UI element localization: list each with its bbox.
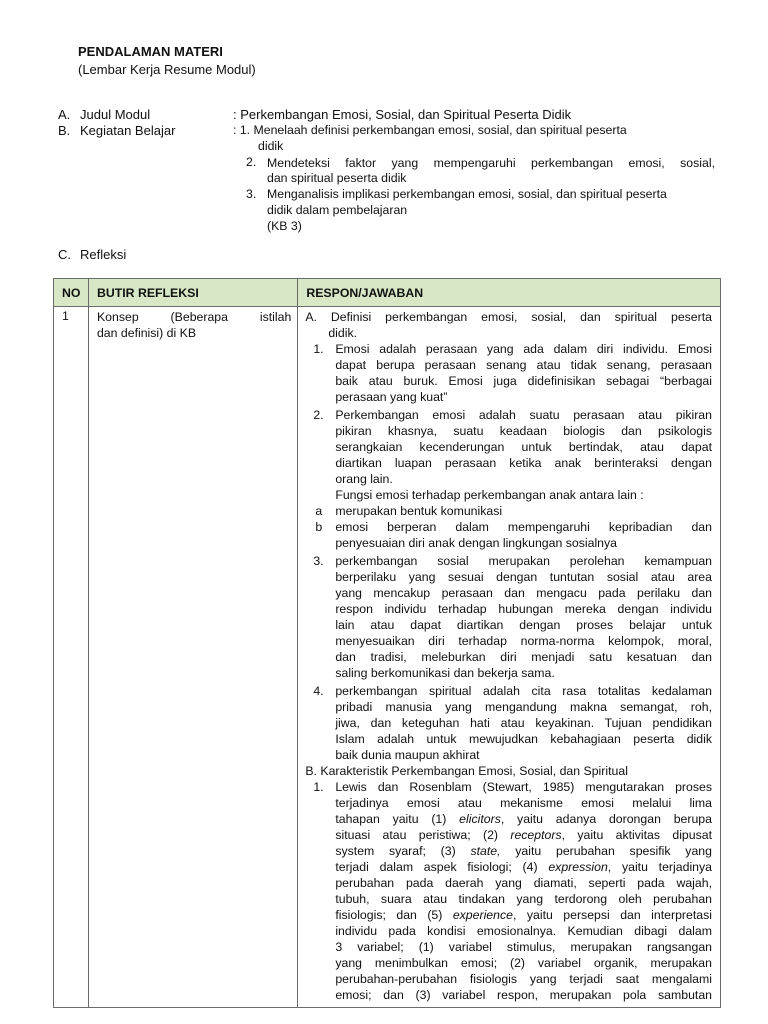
kb-item-3-cont: didik dalam pembelajaran — [267, 203, 408, 217]
emotion-function-heading: Fungsi emosi terhadap perkembangan anak antara lain : — [335, 488, 644, 502]
char-1-line-1: Lewis dan Rosenblam (Stewart, 1985) mengutarakan proses — [335, 780, 712, 794]
kb-item-2-cont: dan spiritual peserta didik — [267, 171, 407, 185]
header-respon: RESPON/JAWABAN — [298, 279, 721, 307]
term-experience: experience — [452, 908, 513, 922]
item-a-value: : Perkembangan Emosi, Sosial, dan Spiritual Peserta Didik — [233, 107, 572, 122]
def-4-line-4: Islam adalah untuk mewujudkan kebahagiaan peserta didik — [335, 732, 712, 746]
char-1-line-7: perubahan pada daerah yang diamati, seperti pada wajah, — [335, 876, 712, 890]
def-2-line-5: orang lain. — [335, 472, 393, 486]
char-1-line-4: situasi atau peristiwa; (2) receptors, yaitu aktivitas dipusat — [335, 828, 713, 842]
list-marker-3: 3. — [313, 554, 324, 568]
term-expression: expression — [548, 860, 608, 874]
reflection-table — [53, 278, 721, 1008]
item-b-label: Kegiatan Belajar — [80, 123, 176, 138]
char-1-line-10: individu pada kondisi emosionalnya. Kemudian dibagi dalam — [335, 924, 712, 938]
list-marker-2: 2. — [313, 408, 324, 422]
def-3-line-2: berperilaku yang sesuai dengan tuntutan sosial atau area — [335, 570, 712, 584]
list-marker-a: a — [315, 504, 323, 518]
def-3-line-3: yang mencakup perasaan dan mengacu pada perilaku dan — [335, 586, 712, 600]
def-1-line-1: Emosi adalah perasaan yang ada dalam diri individu. Emosi — [335, 342, 712, 356]
section-a-heading-cont: didik. — [328, 326, 358, 340]
char-1-line-5: system syaraf; (3) state, yaitu perubahan spesifik yang — [335, 844, 712, 858]
item-c-letter: C. — [58, 247, 71, 262]
def-2-line-2: pikiran khasnya, suatu keadaan biologis dan psikologis — [335, 424, 712, 438]
def-1-line-4: perasaan yang kuat” — [335, 390, 448, 404]
term-elicitors: elicitors — [459, 812, 501, 826]
item-b-letter: B. — [58, 123, 71, 138]
char-1-line-11: 3 variabel; (1) variabel stimulus, merupakan rangsangan — [335, 940, 712, 954]
section-a-heading: A. Definisi perkembangan emosi, sosial, dan spiritual peserta — [305, 310, 712, 324]
function-a: merupakan bentuk komunikasi — [335, 504, 503, 518]
char-1-line-6: terjadi dalam aspek fisiologi; (4) expression, yaitu terjadinya — [335, 860, 713, 874]
def-4-line-5: baik dunia maupun akhirat — [335, 748, 480, 762]
def-1-line-3: baik atau buruk. Emosi juga didefinisikan sebagai “berbagai — [335, 374, 712, 388]
kb-item-1: : 1. Menelaah definisi perkembangan emosi, sosial, dan spiritual peserta — [233, 123, 627, 137]
item-c-label: Refleksi — [80, 247, 127, 262]
char-1-line-2: terjadinya emosi atau mekanisme emosi melalui lima — [335, 796, 712, 810]
table-row — [54, 307, 721, 1008]
def-3-line-1: perkembangan sosial merupakan perolehan kemampuan — [335, 554, 712, 568]
row-number: 1 — [62, 309, 69, 323]
term-state: state, — [470, 844, 501, 858]
def-1-line-2: dapat berupa perasaan senang atau tidak senang, perasaan — [335, 358, 712, 372]
cell-butir — [88, 307, 297, 1008]
item-a-letter: A. — [58, 107, 71, 122]
kb-item-2-number: 2. — [246, 155, 257, 169]
def-2-line-1: Perkembangan emosi adalah suatu perasaan atau pikiran — [335, 408, 712, 422]
header-no: NO — [54, 279, 89, 307]
kb-item-3-number: 3. — [246, 187, 257, 201]
page-subtitle: (Lembar Kerja Resume Modul) — [78, 62, 256, 77]
table-header-row — [54, 279, 721, 307]
def-3-line-5: lain atau dapat diartikan dengan proses belajar untuk — [335, 618, 712, 632]
def-4-line-3: jiwa, dan keteguhan hati atau keyakinan. Tujuan pendidikan — [335, 716, 712, 730]
def-3-line-6: menyesuaikan diri terhadap norma-norma kelompok, moral, — [335, 634, 712, 648]
char-1-line-8: tubuh, suara atau tindakan yang terdorong oleh perubahan — [335, 892, 712, 906]
def-3-line-4: respon individu terhadap hubungan mereka dengan individu — [335, 602, 712, 616]
def-3-line-8: saling berkomunikasi dan bekerja sama. — [335, 666, 555, 680]
def-4-line-1: perkembangan spiritual adalah cita rasa totalitas kedalaman — [335, 684, 712, 698]
kb-label: (KB 3) — [267, 219, 302, 233]
butir-line-1: Konsep (Beberapa istilah — [96, 310, 292, 324]
function-b-line-1: emosi berperan dalam mempengaruhi kepribadian dan — [335, 520, 712, 534]
kb-item-2: Mendeteksi faktor yang mempengaruhi perkembangan emosi, sosial, — [267, 156, 715, 170]
list-marker-1: 1. — [313, 342, 324, 356]
char-1-line-9: fisiologis; dan (5) experience, yaitu persepsi dan interpretasi — [335, 908, 713, 922]
function-b-line-2: penyesuaian diri anak dengan lingkungan sosialnya — [335, 536, 617, 550]
def-2-line-4: diartikan luapan perasaan ketika anak berinteraksi dengan — [335, 456, 712, 470]
list-marker-b1: 1. — [313, 780, 324, 794]
list-marker-4: 4. — [313, 684, 324, 698]
def-2-line-3: serangkaian kecenderungan untuk bertindak, atau dapat — [335, 440, 712, 454]
char-1-line-3: tahapan yaitu (1) elicitors, yaitu adanya dorongan berupa — [335, 812, 712, 826]
item-a-label: Judul Modul — [80, 107, 151, 122]
def-4-line-2: pribadi manusia yang mengandung makna semangat, roh, — [335, 700, 712, 714]
char-1-line-12: yang menimbulkan emosi; (2) variabel organik, merupakan — [335, 956, 712, 970]
kb-item-3: Menganalisis implikasi perkembangan emosi, sosial, dan spiritual peserta — [267, 187, 667, 201]
header-butir: BUTIR REFLEKSI — [88, 279, 297, 307]
def-3-line-7: dan tradisi, meleburkan diri menjadi satu kesatuan dan — [335, 650, 712, 664]
cell-respon — [298, 307, 721, 1008]
char-1-line-14: emosi; dan (3) variabel respon, merupakan pola sambutan — [335, 988, 712, 1002]
butir-line-2: dan definisi) di KB — [96, 326, 197, 340]
term-receptors: receptors — [510, 828, 562, 842]
char-1-line-13: perubahan-perubahan fisiologis yang terjadi saat mengalami — [335, 972, 712, 986]
cell-no — [54, 307, 89, 1008]
section-b-heading: B. Karakteristik Perkembangan Emosi, Sosial, dan Spiritual — [305, 764, 628, 778]
page-title: PENDALAMAN MATERI — [78, 44, 223, 59]
list-marker-b: b — [315, 520, 323, 534]
kb-item-1-cont: didik — [258, 139, 284, 153]
